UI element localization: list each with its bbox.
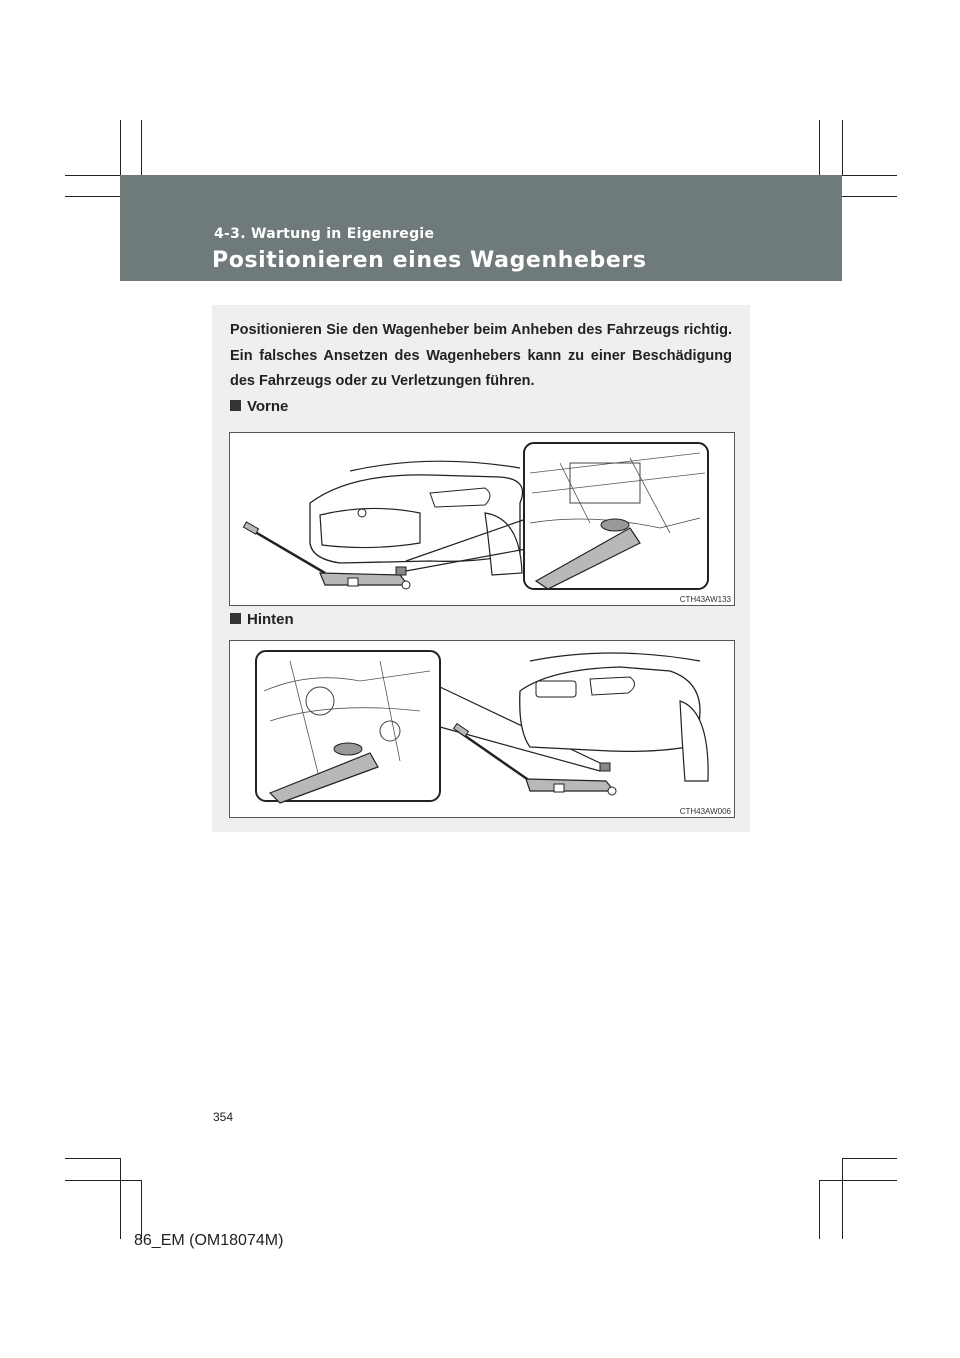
intro-paragraph: Positionieren Sie den Wagenheber beim Anheben des Fahrzeugs richtig. Ein falsches Ansetzen des Wagenhebers kann zu einer Beschädigung des Fahrzeugs oder zu Verletzungen führen. <box>230 322 732 389</box>
crop-mark <box>65 196 120 197</box>
crop-mark <box>842 1158 897 1159</box>
rear-jack-illustration <box>230 641 734 817</box>
crop-mark <box>120 120 121 175</box>
document-code: 86_EM (OM18074M) <box>134 1232 284 1249</box>
subheading-rear <box>230 611 294 628</box>
figure-rear-jack-point <box>229 640 735 818</box>
subheading-front <box>230 398 288 415</box>
page-number: 354 <box>213 1110 234 1124</box>
subheading-front-label: Vorne <box>247 398 289 415</box>
square-bullet-icon <box>230 613 241 624</box>
crop-mark <box>842 175 897 176</box>
figure-code-front: CTH43AW133 <box>679 595 731 604</box>
crop-mark <box>65 1158 120 1159</box>
figure-code-rear: CTH43AW006 <box>679 807 731 816</box>
crop-mark <box>819 1180 897 1181</box>
crop-mark <box>141 1180 142 1239</box>
square-bullet-icon <box>230 400 241 411</box>
crop-mark <box>65 175 120 176</box>
crop-mark <box>842 120 843 175</box>
subheading-rear-label: Hinten <box>247 611 294 628</box>
crop-mark <box>842 1158 843 1239</box>
front-jack-illustration <box>230 433 734 605</box>
crop-mark <box>842 196 897 197</box>
figure-front-jack-point <box>229 432 735 606</box>
crop-mark <box>819 1180 820 1239</box>
crop-mark <box>141 120 142 175</box>
crop-mark <box>819 120 820 175</box>
crop-mark <box>120 1158 121 1239</box>
page-title: Positionieren eines Wagenhebers <box>212 248 647 273</box>
section-label: 4-3. Wartung in Eigenregie <box>214 226 435 242</box>
crop-mark <box>65 1180 141 1181</box>
